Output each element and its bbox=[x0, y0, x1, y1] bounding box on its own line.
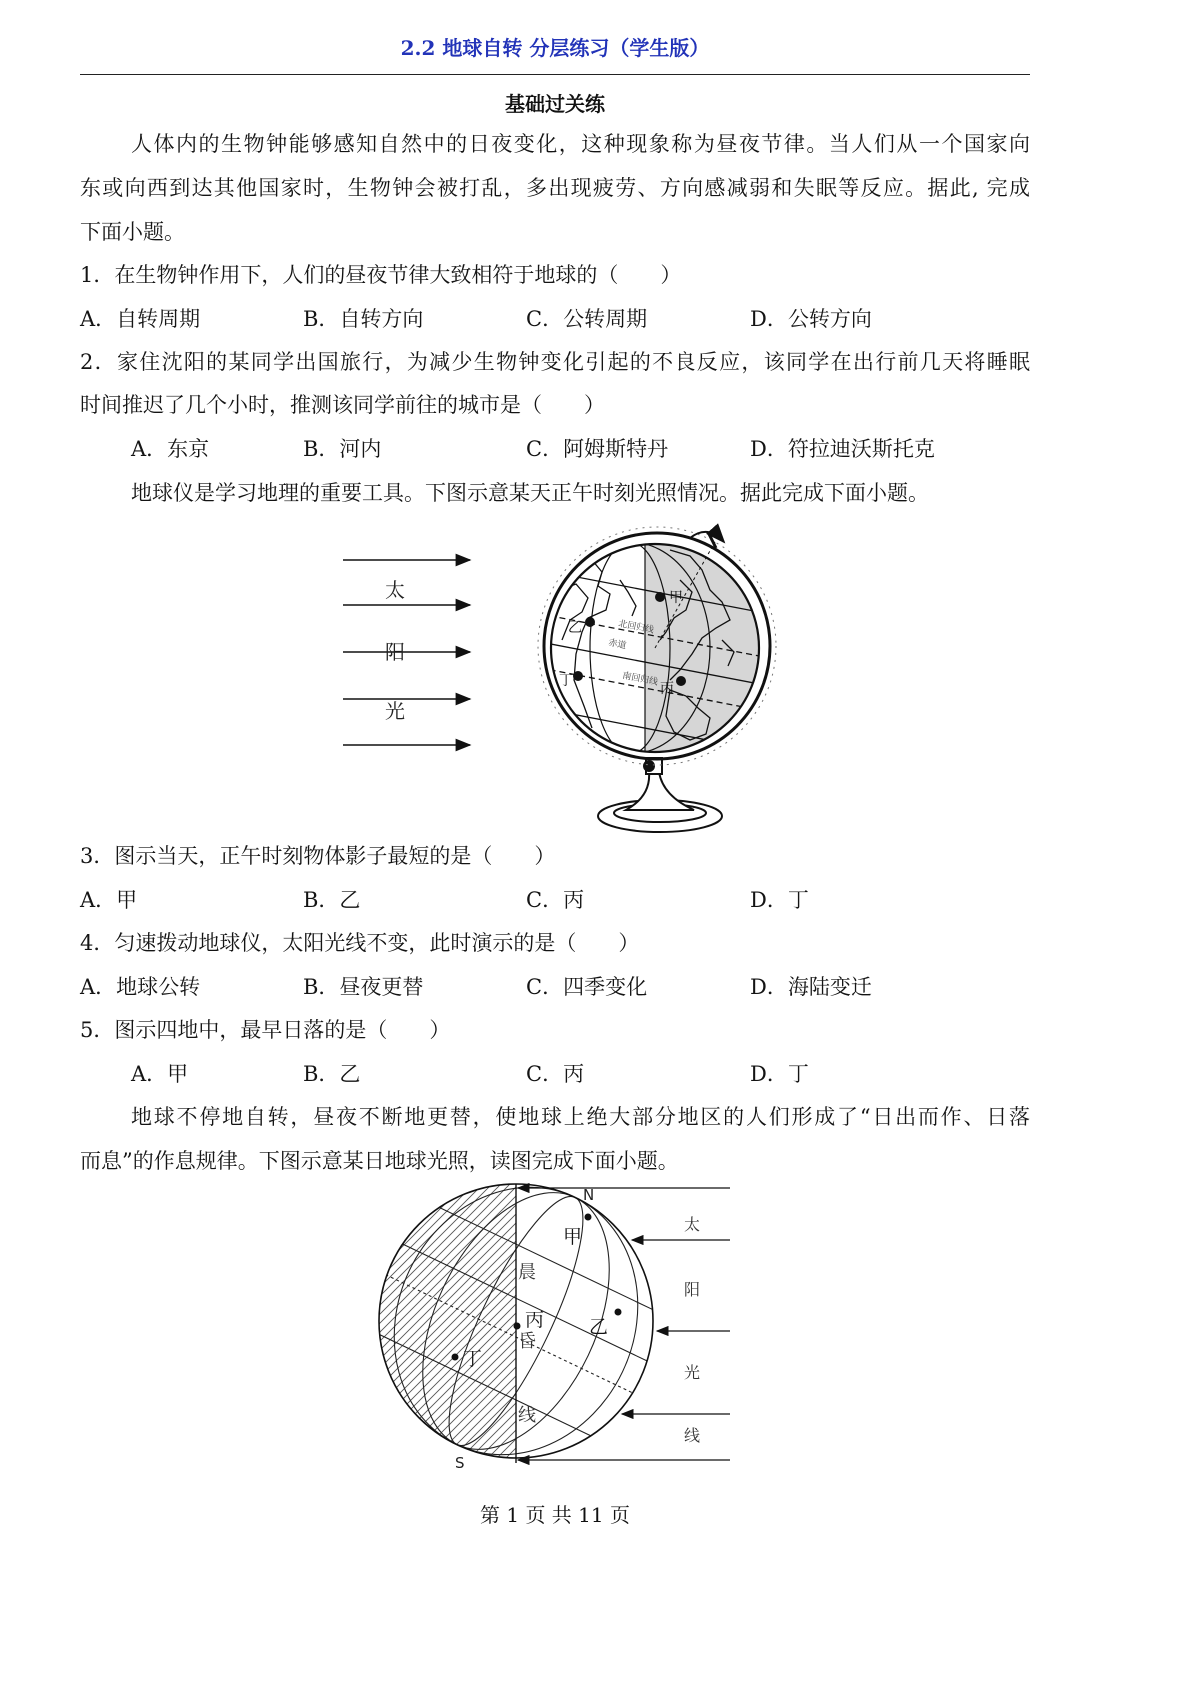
q4-stem: 4．匀速拨动地球仪，太阳光线不变，此时演示的是（ ） bbox=[80, 931, 640, 955]
svg-text:丁: 丁 bbox=[463, 1348, 483, 1370]
svg-text:乙: 乙 bbox=[589, 1316, 609, 1338]
q1-option-b: B．自转方向 bbox=[303, 307, 424, 331]
globe-stand bbox=[598, 758, 722, 832]
q5-option-d: D．丁 bbox=[750, 1062, 809, 1086]
q2-option-c: C．阿姆斯特丹 bbox=[526, 437, 669, 461]
passage3-line-2: 而息”的作息规律。下图示意某日地球光照，读图完成下面小题。 bbox=[80, 1149, 679, 1173]
q5-stem: 5．图示四地中，最早日落的是（ ） bbox=[80, 1018, 451, 1042]
q4-option-d: D．海陆变迁 bbox=[750, 975, 872, 999]
globe-figure bbox=[330, 520, 790, 840]
sun-label-yang: 阳 bbox=[683, 1280, 701, 1299]
sunlight-arrows bbox=[343, 560, 470, 745]
terminator-char-chen: 晨 bbox=[518, 1262, 536, 1283]
label-tropic-south: 南回归线 bbox=[621, 671, 659, 688]
page-number: 第 1 页 共 11 页 bbox=[480, 1503, 630, 1527]
q5-option-a: A．甲 bbox=[131, 1062, 189, 1086]
q2-stem-line-2: 时间推迟了几个小时，推测该同学前往的城市是（ ） bbox=[80, 393, 605, 417]
svg-text:丙: 丙 bbox=[525, 1309, 545, 1331]
q4-option-b: B．昼夜更替 bbox=[303, 975, 424, 999]
q1-option-c: C．公转周期 bbox=[526, 307, 648, 331]
passage2-text: 地球仪是学习地理的重要工具。下图示意某天正午时刻光照情况。据此完成下面小题。 bbox=[131, 481, 929, 505]
sun-label-guang: 光 bbox=[683, 1363, 701, 1382]
q3-option-c: C．丙 bbox=[526, 888, 585, 912]
passage1-line-2: 东或向西到达其他国家时，生物钟会被打乱，多出现疲劳、方向感减弱和失眠等反应。据此, 完成 bbox=[80, 176, 1030, 200]
sun-label-xian: 线 bbox=[683, 1426, 701, 1445]
passage1-line-3: 下面小题。 bbox=[80, 220, 185, 244]
q3-option-b: B．乙 bbox=[303, 888, 361, 912]
svg-text:丙: 丙 bbox=[660, 681, 674, 697]
terminator-char-hun: 昏 bbox=[518, 1331, 536, 1352]
q3-option-d: D．丁 bbox=[750, 888, 809, 912]
q1-option-d: D．公转方向 bbox=[750, 307, 872, 331]
sun-label-tai: 太 bbox=[385, 578, 405, 602]
q5-option-c: C．丙 bbox=[526, 1062, 585, 1086]
document-title: 2.2 地球自转 分层练习（学生版） bbox=[400, 36, 710, 60]
svg-text:甲: 甲 bbox=[669, 590, 683, 606]
svg-text:乙: 乙 bbox=[568, 620, 582, 636]
passage3-line-1: 地球不停地自转，昼夜不断地更替，使地球上绝大部分地区的人们形成了“日出而作、日落 bbox=[131, 1105, 1030, 1129]
sun-label-yang: 阳 bbox=[385, 640, 405, 664]
label-tropic-north: 北回归线 bbox=[617, 619, 655, 636]
south-pole-label: S bbox=[455, 1454, 465, 1472]
q5-option-b: B．乙 bbox=[303, 1062, 361, 1086]
q2-option-b: B．河内 bbox=[303, 437, 382, 461]
svg-text:丁: 丁 bbox=[559, 673, 573, 689]
q2-stem-line-1: 2．家住沈阳的某同学出国旅行，为减少生物钟变化引起的不良反应，该同学在出行前几天将睡眠 bbox=[80, 350, 1030, 374]
sun-label-guang: 光 bbox=[385, 699, 405, 723]
north-pole-label: N bbox=[583, 1186, 595, 1204]
header-divider bbox=[80, 74, 1030, 75]
q3-option-a: A．甲 bbox=[80, 888, 138, 912]
illumination-figure bbox=[370, 1180, 750, 1475]
q4-option-c: C．四季变化 bbox=[526, 975, 648, 999]
q1-stem: 1．在生物钟作用下，人们的昼夜节律大致相符于地球的（ ） bbox=[80, 263, 682, 287]
section-title: 基础过关练 bbox=[505, 92, 605, 116]
q2-option-d: D．符拉迪沃斯托克 bbox=[750, 437, 935, 461]
q4-option-a: A．地球公转 bbox=[80, 975, 201, 999]
svg-text:甲: 甲 bbox=[563, 1226, 583, 1248]
q1-option-a: A．自转周期 bbox=[80, 307, 201, 331]
label-equator: 赤道 bbox=[607, 638, 628, 652]
passage1-line-1: 人体内的生物钟能够感知自然中的日夜变化，这种现象称为昼夜节律。当人们从一个国家向 bbox=[131, 132, 1030, 156]
terminator-char-xian: 线 bbox=[518, 1405, 536, 1426]
q2-option-a: A．东京 bbox=[131, 437, 210, 461]
q3-stem: 3．图示当天，正午时刻物体影子最短的是（ ） bbox=[80, 844, 556, 868]
sun-label-tai: 太 bbox=[683, 1215, 701, 1234]
